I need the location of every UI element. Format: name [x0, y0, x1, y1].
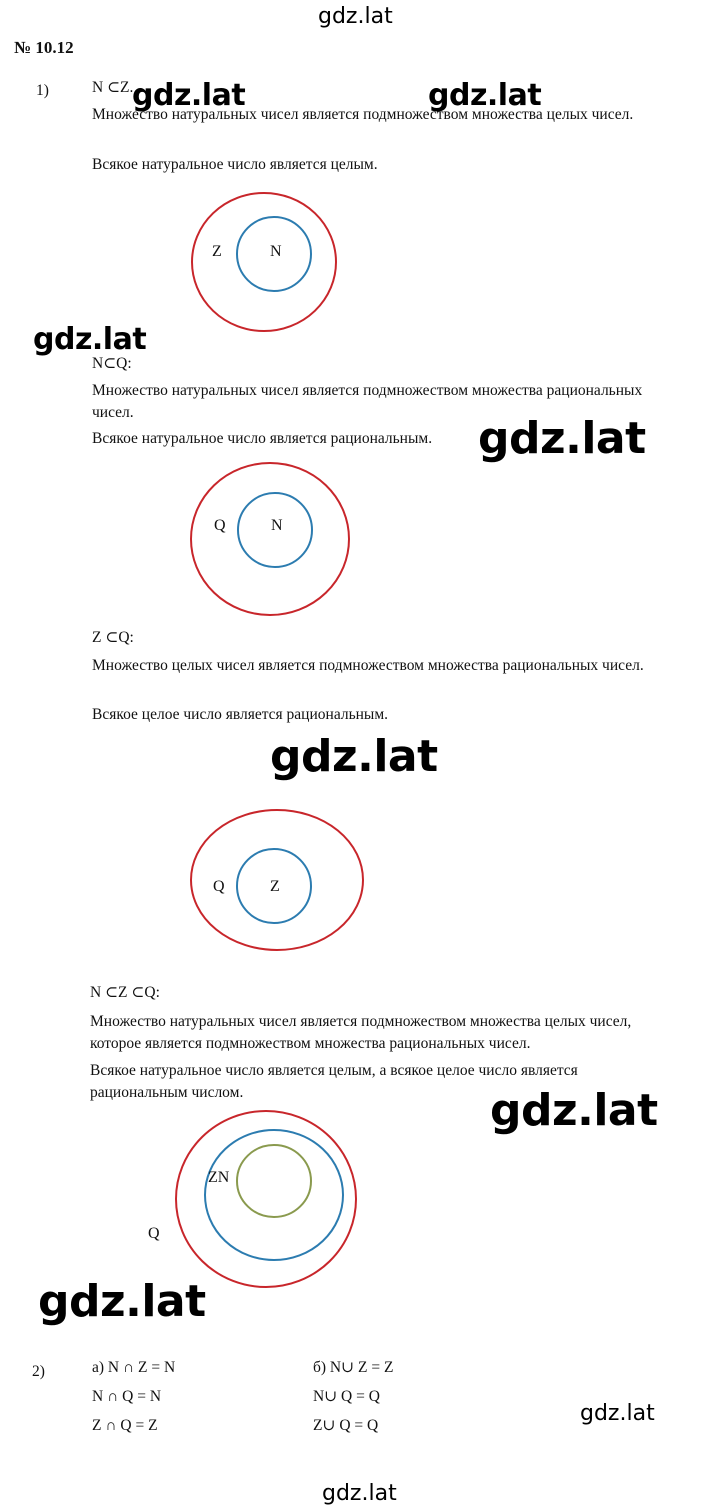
section1-paragraph2: Всякое натуральное число является целым. — [92, 156, 378, 173]
watermark: gdz.lat — [132, 78, 246, 113]
inner-circle-n — [237, 1145, 311, 1217]
section2-formula: N⊂Q: — [92, 355, 132, 372]
label-q: Q — [148, 1225, 160, 1242]
part2-a-line1: а) N ∩ Z = N — [92, 1359, 176, 1376]
exercise-number: № 10.12 — [14, 38, 74, 57]
outer-circle-q — [191, 463, 349, 615]
venn-diagram-4 — [140, 1108, 360, 1292]
part2-b-line3: Z∪ Q = Q — [313, 1417, 379, 1434]
part2-b-line1: б) N∪ Z = Z — [313, 1359, 394, 1376]
label-n: N — [270, 243, 282, 260]
venn-diagram-1 — [190, 190, 342, 336]
part2-label: 2) — [32, 1363, 45, 1380]
watermark: gdz.lat — [580, 1401, 655, 1426]
watermark: gdz.lat — [33, 322, 147, 357]
section2-paragraph2: Всякое натуральное число является рациональным. — [92, 430, 433, 447]
middle-circle-z — [205, 1130, 343, 1260]
outer-circle-z — [192, 193, 336, 331]
part2-a-line2: N ∩ Q = N — [92, 1388, 162, 1405]
label-zn: ZN — [208, 1169, 230, 1186]
part1-label: 1) — [36, 82, 49, 99]
label-z: Z — [270, 878, 280, 895]
section4-paragraph2: Всякое натуральное число является целым, а всякое целое число является рациональным числом. — [90, 1062, 578, 1101]
watermark: gdz.lat — [490, 1085, 658, 1136]
section3-paragraph1: Множество целых чисел является подмножеством множества рациональных чисел. — [92, 657, 644, 674]
section1-formula: N ⊂Z. — [92, 79, 134, 96]
venn-diagram-3 — [190, 808, 366, 954]
watermark: gdz.lat — [428, 78, 542, 113]
label-q: Q — [213, 878, 225, 895]
venn-diagram-2 — [190, 460, 352, 618]
watermark-top: gdz.lat — [318, 4, 393, 29]
section2-paragraph1: Множество натуральных чисел является подмножеством множества рациональных чисел. — [92, 382, 643, 421]
watermark-bottom: gdz.lat — [322, 1481, 397, 1506]
part2-b-line2: N∪ Q = Q — [313, 1388, 380, 1405]
label-z: Z — [212, 243, 222, 260]
watermark: gdz.lat — [478, 413, 646, 464]
section3-formula: Z ⊂Q: — [92, 629, 134, 646]
watermark: gdz.lat — [38, 1276, 206, 1327]
label-n: N — [271, 517, 283, 534]
part2-a-line3: Z ∩ Q = Z — [92, 1417, 158, 1434]
section1-paragraph1: Множество натуральных чисел является подмножеством множества целых чисел. — [92, 106, 634, 123]
label-q: Q — [214, 517, 226, 534]
section3-paragraph2: Всякое целое число является рациональным. — [92, 706, 389, 723]
section4-paragraph1: Множество натуральных чисел является подмножеством множества целых чисел, которое является подмножеством множества рациональных чисел. — [90, 1013, 632, 1052]
section4-formula: N ⊂Z ⊂Q: — [90, 984, 160, 1001]
watermark: gdz.lat — [270, 731, 438, 782]
